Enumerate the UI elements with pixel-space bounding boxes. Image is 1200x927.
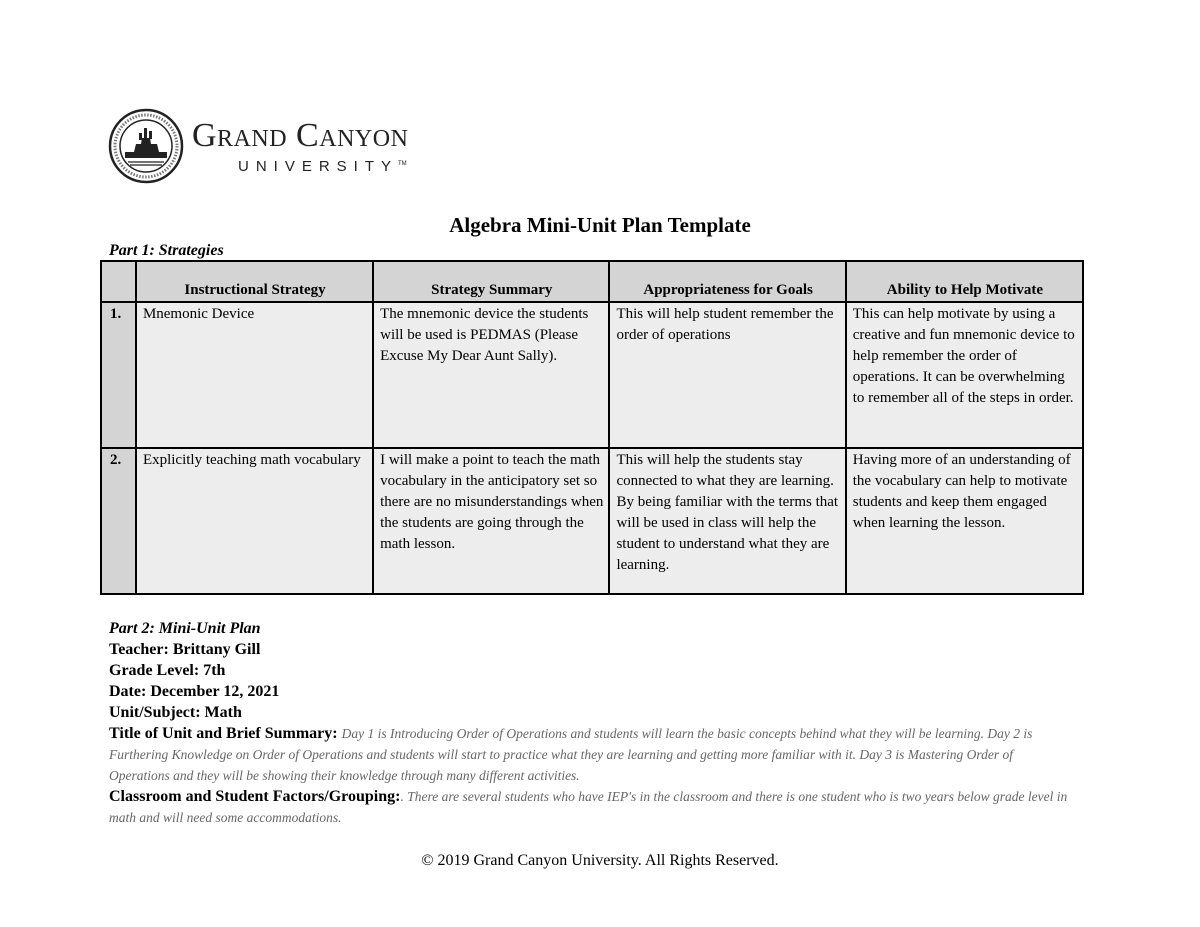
brand-name: Grand Canyon (192, 116, 409, 154)
gcu-logo (108, 108, 408, 184)
summary-text: Day 1 is Introducing Order of Operations and students will learn the basic concepts behind what they will be learning. Day 2 is Furthering Knowledge on Order of Operations and students will start to practice what they are learning and getting more familiar with it. Day 3 is Mastering Order of Operations and they will be showing their knowledge through many different activities. (109, 726, 1033, 783)
table-row (101, 448, 1083, 594)
subject-line: Unit/Subject: Math (109, 704, 242, 721)
classroom-block (109, 786, 1069, 828)
cell-summary: The mnemonic device the students will be used is PEDMAS (Please Excuse My Dear Aunt Sally). (373, 302, 609, 448)
classroom-text: . There are several students who have IEP's in the classroom and there is one student who is two years below grade level in math and will need some accommodations. (109, 789, 1068, 825)
table-header-row (101, 261, 1083, 302)
teacher-line: Teacher: Brittany Gill (109, 641, 261, 658)
copyright-footer: © 2019 Grand Canyon University. All Rights Reserved. (421, 852, 779, 869)
cell-motivate: This can help motivate by using a creative and fun mnemonic device to help remember the order of operations. It can be overwhelming to remember all of the steps in order. (846, 302, 1083, 448)
cell-strategy: Mnemonic Device (136, 302, 373, 448)
brand-sub: UNIVERSITY (238, 157, 399, 175)
row-number: 2. (101, 448, 136, 594)
row-number: 1. (101, 302, 136, 448)
part1-heading: Part 1: Strategies (109, 242, 224, 259)
header-instructional-strategy: Instructional Strategy (136, 261, 373, 302)
header-number (101, 261, 136, 302)
brand-trademark: TM (398, 160, 407, 167)
table-row (101, 302, 1083, 448)
classroom-label: Classroom and Student Factors/Grouping: (109, 788, 401, 805)
grade-line: Grade Level: 7th (109, 662, 226, 679)
document-title: Algebra Mini-Unit Plan Template (449, 213, 751, 237)
strategies-table (100, 260, 1084, 595)
part2-heading: Part 2: Mini-Unit Plan (109, 620, 261, 637)
header-motivate: Ability to Help Motivate (846, 261, 1083, 302)
university-seal-icon (108, 108, 184, 184)
summary-label: Title of Unit and Brief Summary: (109, 725, 338, 742)
cell-goals: This will help the students stay connected to what they are learning. By being familiar with the terms that will be used in class will help the student to understand what they are learning. (609, 448, 845, 594)
cell-goals: This will help student remember the order of operations (609, 302, 845, 448)
unit-plan-section (109, 618, 1069, 828)
header-appropriateness: Appropriateness for Goals (609, 261, 845, 302)
cell-motivate: Having more of an understanding of the vocabulary can help to motivate students and keep them engaged when learning the lesson. (846, 448, 1083, 594)
cell-summary: I will make a point to teach the math vocabulary in the anticipatory set so there are no misunderstandings when the students are going through the math lesson. (373, 448, 609, 594)
cell-strategy: Explicitly teaching math vocabulary (136, 448, 373, 594)
date-line: Date: December 12, 2021 (109, 683, 280, 700)
summary-block (109, 723, 1069, 786)
header-strategy-summary: Strategy Summary (373, 261, 609, 302)
